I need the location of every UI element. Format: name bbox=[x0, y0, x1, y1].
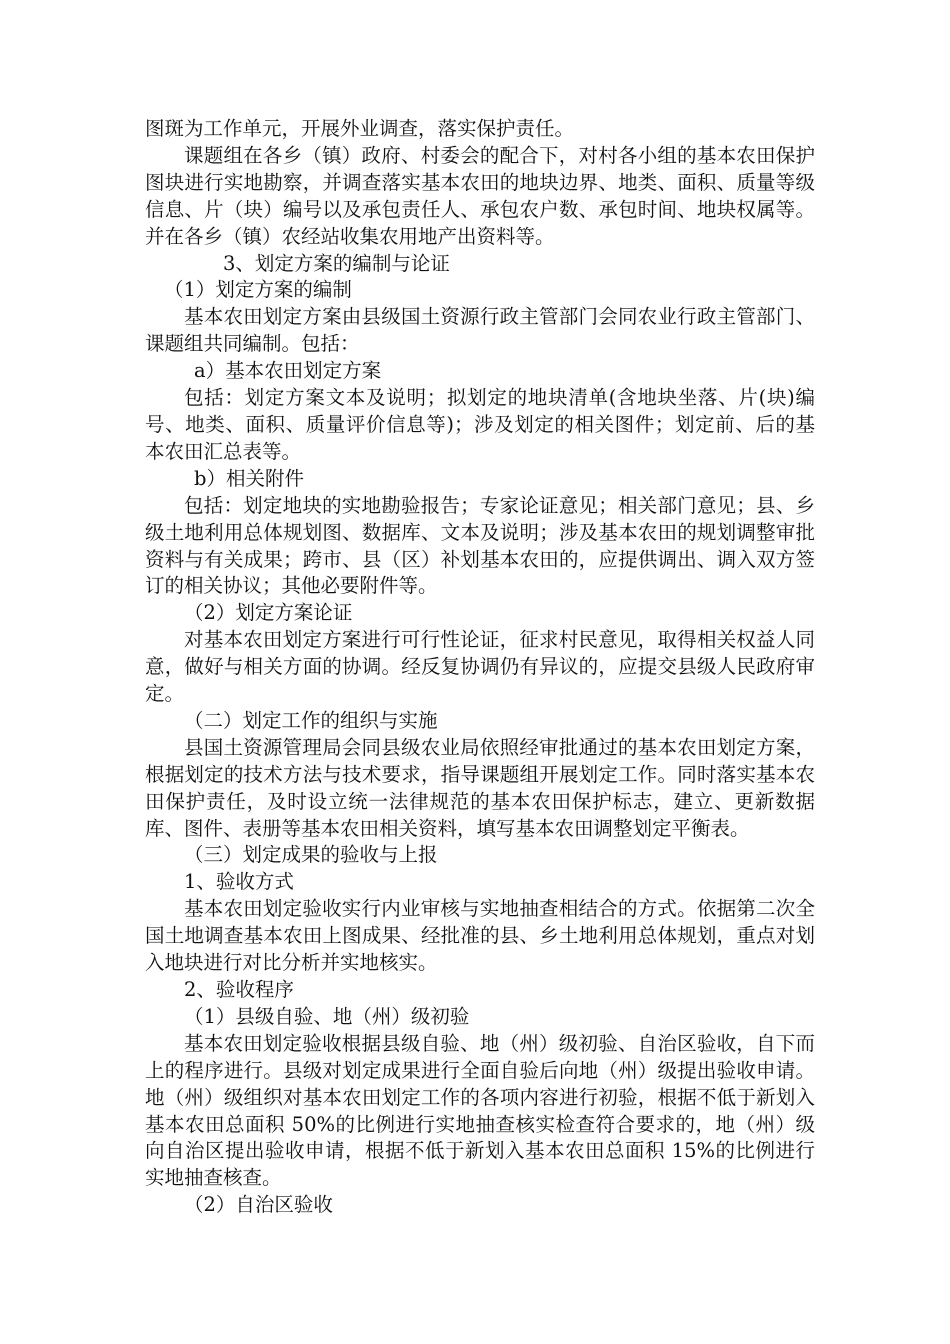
subsection-heading: （2）自治区验收 bbox=[184, 1193, 333, 1217]
paragraph: 基本农田划定验收根据县级自验、地（州）级初验、自治区验收，自下而上的程序进行。县级对划定成果进行全面自验后向地（州）级提出验收申请。地（州）级组织对基本农田划定工作的各项内容进行初验，根据不低于新划入基本农田总面积 50%的比例进行实地抽查核实检查符合要求的，地（州）级向自治区提出验收申请，根据不低于新划入基本农田总面积 15%的比例进行实地抽查核查。 bbox=[145, 1031, 815, 1190]
subsection-heading: 1、验收方式 bbox=[184, 870, 294, 894]
section-heading: （三）划定成果的验收与上报 bbox=[184, 843, 438, 867]
paragraph: 包括：划定方案文本及说明；拟划定的地块清单(含地块坐落、片(块)编号、地类、面积、质量评价信息等)；涉及划定的相关图件；划定前、后的基本农田汇总表等。 bbox=[145, 386, 815, 463]
paragraph: 对基本农田划定方案进行可行性论证，征求村民意见，取得相关权益人同意，做好与相关方面的协调。经反复协调仍有异议的，应提交县级人民政府审定。 bbox=[145, 628, 815, 706]
subsection-heading: （1）县级自验、地（州）级初验 bbox=[184, 1004, 470, 1028]
section-heading: 3、划定方案的编制与论证 bbox=[223, 251, 450, 275]
document-body bbox=[145, 116, 815, 1219]
subsection-heading: 2、验收程序 bbox=[184, 978, 294, 1001]
paragraph: 包括：划定地块的实地勘验报告；专家论证意见；相关部门意见；县、乡级土地利用总体规划图、数据库、文本及说明；涉及基本农田的规划调整审批资料与有关成果；跨市、县（区）补划基本农田的，应提供调出、调入双方签订的相关协议；其他必要附件等。 bbox=[145, 493, 815, 598]
paragraph: 县国土资源管理局会同县级农业局依照经审批通过的基本农田划定方案，根据划定的技术方法与技术要求，指导课题组开展划定工作。同时落实基本农田保护责任，及时设立统一法律规范的基本农田保护标志，建立、更新数据库、图件、表册等基本农田相关资料，填写基本农田调整划定平衡表。 bbox=[145, 735, 815, 840]
item-heading: b）相关附件 bbox=[194, 466, 304, 490]
item-heading: a）基本农田划定方案 bbox=[194, 359, 382, 383]
paragraph: 图斑为工作单元，开展外业调查，落实保护责任。 bbox=[145, 117, 575, 140]
section-heading: （二）划定工作的组织与实施 bbox=[184, 708, 438, 732]
paragraph: 课题组在各乡（镇）政府、村委会的配合下，对村各小组的基本农田保护图块进行实地勘察，并调查落实基本农田的地块边界、地类、面积、质量等级信息、片（块）编号以及承包责任人、承包农户数、承包时间、地块权属等。并在各乡（镇）农经站收集农用地产出资料等。 bbox=[145, 143, 815, 248]
subsection-heading: （1）划定方案的编制 bbox=[164, 278, 352, 302]
paragraph: 基本农田划定方案由县级国土资源行政主管部门会同农业行政主管部门、课题组共同编制。包括： bbox=[145, 305, 815, 356]
subsection-heading: （2）划定方案论证 bbox=[184, 601, 353, 625]
paragraph: 基本农田划定验收实行内业审核与实地抽查相结合的方式。依据第二次全国土地调查基本农田上图成果、经批准的县、乡土地利用总体规划，重点对划入地块进行对比分析并实地核实。 bbox=[145, 897, 815, 975]
